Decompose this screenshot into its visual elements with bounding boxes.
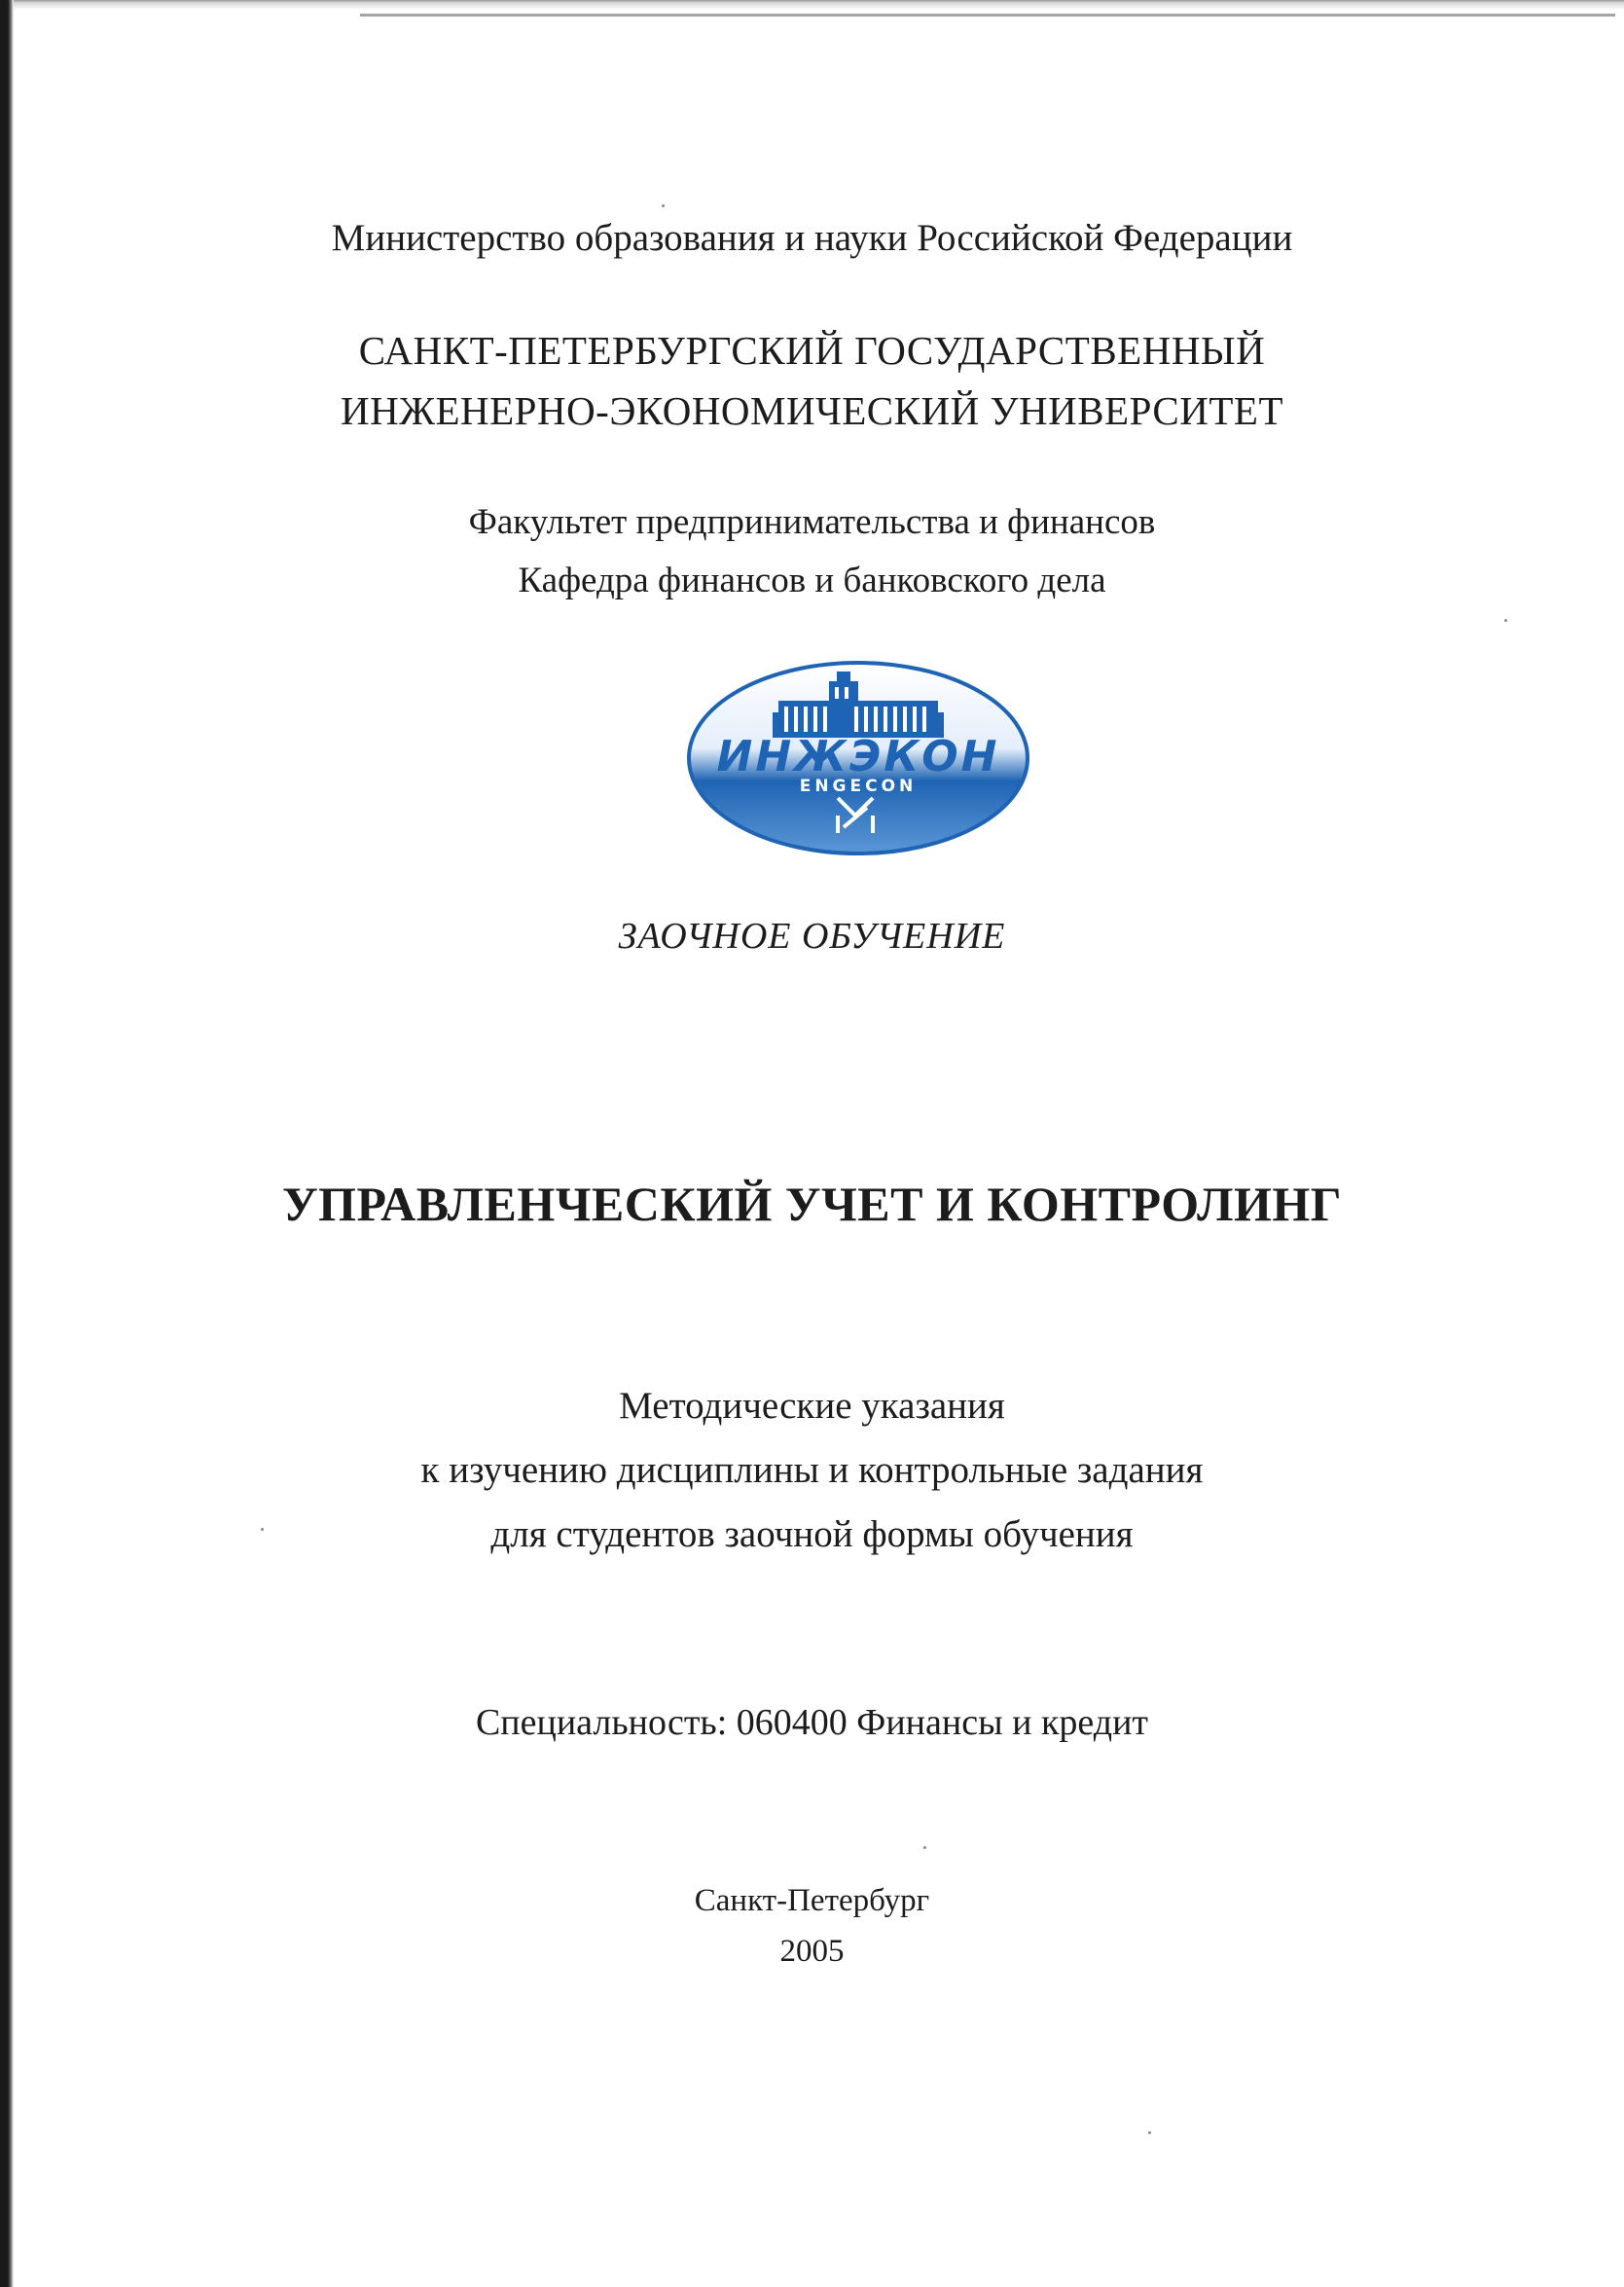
- publication-city: Санкт-Петербург: [694, 1883, 930, 1918]
- description-line-1: Методические указания: [619, 1385, 1005, 1427]
- scan-line-top: [360, 14, 1615, 17]
- scan-speck: [1504, 619, 1507, 622]
- description-line-2: к изучению дисциплины и контрольные задания: [420, 1449, 1204, 1491]
- ministry-name: Министерство образования и науки Российской Федерации: [331, 217, 1293, 259]
- specialty: Специальность: 060400 Финансы и кредит: [475, 1702, 1149, 1743]
- scan-speck: [662, 204, 665, 207]
- document-title: УПРАВЛЕНЧЕСКИЙ УЧЕТ И КОНТРОЛИНГ: [281, 1177, 1343, 1231]
- study-mode: ЗАОЧНОЕ ОБУЧЕНИЕ: [618, 916, 1006, 957]
- scan-speck: [1148, 2131, 1151, 2134]
- university-name-line-2: ИНЖЕНЕРНО-ЭКОНОМИЧЕСКИЙ УНИВЕРСИТЕТ: [341, 388, 1283, 433]
- university-name-line-1: САНКТ-ПЕТЕРБУРГСКИЙ ГОСУДАРСТВЕННЫЙ: [358, 328, 1266, 373]
- description-line-3: для студентов заочной формы обучения: [490, 1513, 1134, 1555]
- logo-text-sub: ENGECON: [799, 777, 918, 796]
- logo-text-main: ИНЖЭКОН: [716, 732, 1000, 781]
- scan-speck: [261, 1528, 264, 1531]
- department-name: Кафедра финансов и банковского дела: [518, 561, 1106, 600]
- publication-year: 2005: [779, 1934, 845, 1969]
- scan-edge-top: [0, 0, 1624, 10]
- faculty-name: Факультет предпринимательства и финансов: [468, 502, 1156, 542]
- scan-speck: [923, 1846, 926, 1849]
